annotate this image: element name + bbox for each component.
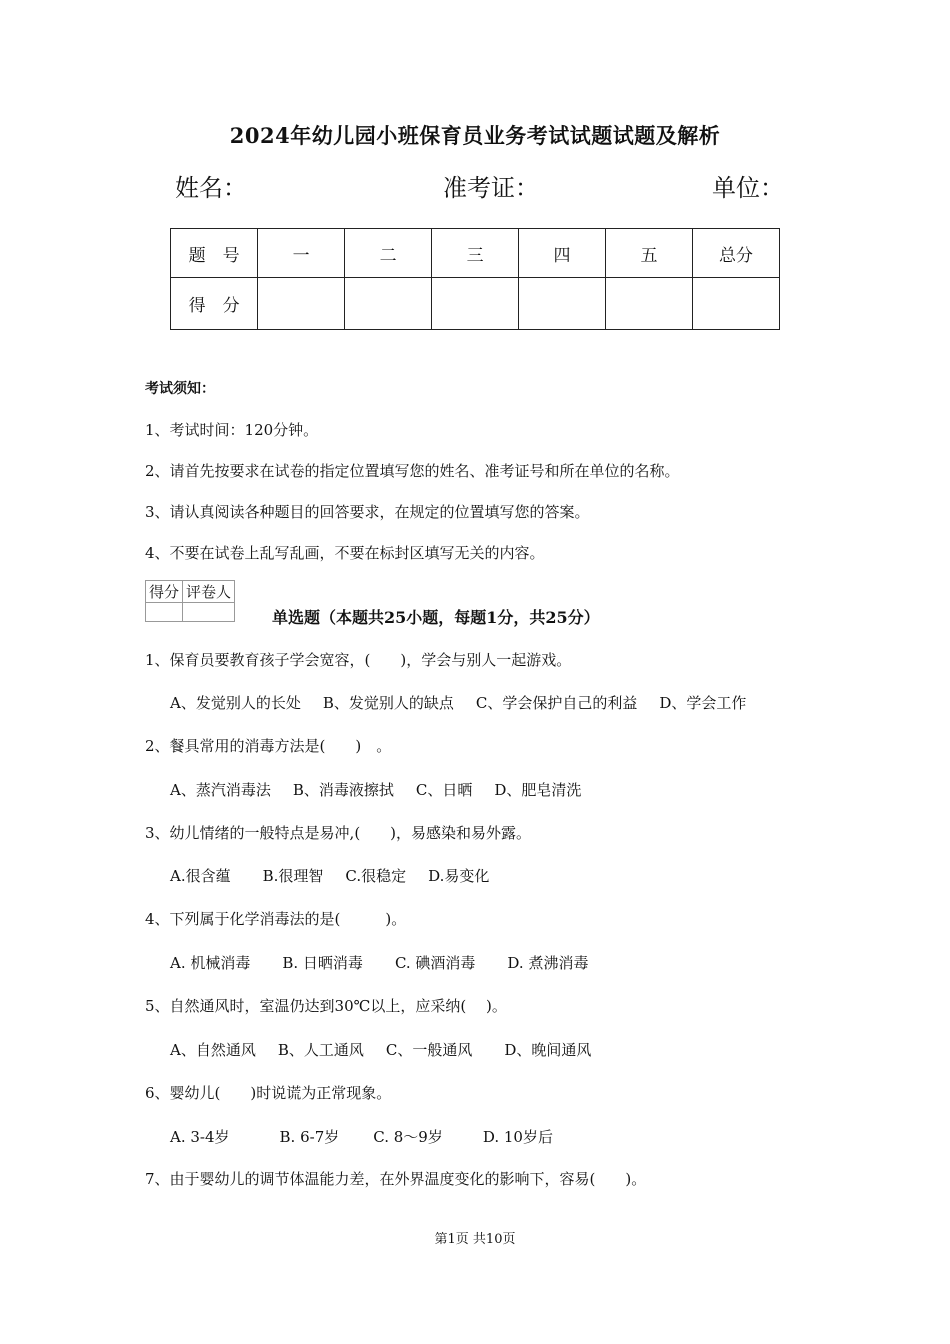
score-header-cell: 一 bbox=[258, 229, 345, 278]
option[interactable]: C、日晒 bbox=[415, 781, 473, 799]
score-table-header-row bbox=[171, 229, 780, 278]
score-header-cell: 题 号 bbox=[171, 229, 258, 278]
option[interactable]: B、发觉别人的缺点 bbox=[322, 694, 454, 712]
score-cell[interactable] bbox=[345, 278, 432, 330]
option[interactable]: A. 机械消毒 bbox=[170, 954, 251, 972]
option[interactable]: C. 碘酒消毒 bbox=[394, 954, 476, 972]
question-options bbox=[170, 952, 588, 973]
notice-item: 1、考试时间：120分钟。 bbox=[145, 421, 319, 439]
option[interactable]: D、学会工作 bbox=[659, 694, 747, 712]
notice-title: 考试须知： bbox=[145, 381, 215, 397]
question-options bbox=[170, 779, 581, 800]
question-text: 5、自然通风时，室温仍达到30℃以上，应采纳( )。 bbox=[145, 997, 507, 1015]
score-header-cell: 二 bbox=[345, 229, 432, 278]
grader-box bbox=[145, 580, 235, 622]
option[interactable]: B、人工通风 bbox=[277, 1041, 364, 1059]
question-text: 2、餐具常用的消毒方法是( ) 。 bbox=[145, 737, 392, 755]
page-footer: 第1页 共10页 bbox=[434, 1232, 516, 1247]
option[interactable]: C. 8～9岁 bbox=[373, 1128, 443, 1146]
score-table bbox=[170, 228, 780, 330]
option[interactable]: B、消毒液擦拭 bbox=[292, 781, 394, 799]
option[interactable]: C.很稳定 bbox=[345, 867, 407, 885]
option[interactable]: B. 6-7岁 bbox=[279, 1128, 340, 1146]
option[interactable]: D. 煮沸消毒 bbox=[507, 954, 589, 972]
question-text: 6、婴幼儿( )时说谎为正常现象。 bbox=[145, 1084, 392, 1102]
question-text: 1、保育员要教育孩子学会宽容，( )，学会与别人一起游戏。 bbox=[145, 651, 572, 669]
question-text: 3、幼儿情绪的一般特点是易冲,( )，易感染和易外露。 bbox=[145, 824, 532, 842]
option[interactable]: A、自然通风 bbox=[170, 1041, 256, 1059]
score-header-cell: 总分 bbox=[692, 229, 779, 278]
question-text: 7、由于婴幼儿的调节体温能力差，在外界温度变化的影响下，容易( )。 bbox=[145, 1170, 647, 1188]
question-text: 4、下列属于化学消毒法的是( )。 bbox=[145, 910, 407, 928]
score-header-cell: 四 bbox=[519, 229, 606, 278]
notice-item: 4、不要在试卷上乱写乱画，不要在标封区填写无关的内容。 bbox=[145, 544, 545, 562]
option[interactable]: B.很理智 bbox=[262, 867, 324, 885]
option[interactable]: D、肥皂清洗 bbox=[494, 781, 582, 799]
score-header-cell: 五 bbox=[606, 229, 693, 278]
option[interactable]: D. 10岁后 bbox=[482, 1128, 553, 1146]
option[interactable]: A、发觉别人的长处 bbox=[170, 694, 301, 712]
score-cell[interactable] bbox=[606, 278, 693, 330]
grader-score-cell[interactable] bbox=[146, 603, 183, 622]
score-table-score-row bbox=[171, 278, 780, 330]
name-field-label: 姓名： bbox=[175, 174, 247, 202]
question-options bbox=[170, 865, 489, 886]
score-header-cell: 三 bbox=[432, 229, 519, 278]
option[interactable]: B. 日晒消毒 bbox=[282, 954, 363, 972]
page-title: 2024年幼儿园小班保育员业务考试试题试题及解析 bbox=[229, 123, 721, 148]
score-cell[interactable] bbox=[519, 278, 606, 330]
option[interactable]: A.很含蕴 bbox=[170, 867, 231, 885]
question-options bbox=[170, 1126, 553, 1147]
option[interactable]: A. 3-4岁 bbox=[170, 1128, 230, 1146]
score-cell[interactable] bbox=[432, 278, 519, 330]
question-options bbox=[170, 1039, 591, 1060]
unit-field-label: 单位： bbox=[712, 174, 784, 202]
grader-reviewer-label: 评卷人 bbox=[183, 581, 235, 603]
grader-score-label: 得分 bbox=[146, 581, 183, 603]
option[interactable]: D.易变化 bbox=[428, 867, 490, 885]
option[interactable]: C、一般通风 bbox=[385, 1041, 473, 1059]
exam-id-field-label: 准考证： bbox=[443, 174, 539, 202]
notice-item: 3、请认真阅读各种题目的回答要求，在规定的位置填写您的答案。 bbox=[145, 503, 590, 521]
question-options bbox=[170, 692, 746, 713]
score-cell[interactable] bbox=[692, 278, 779, 330]
score-cell[interactable] bbox=[258, 278, 345, 330]
option[interactable]: A、蒸汽消毒法 bbox=[170, 781, 271, 799]
score-row-label: 得 分 bbox=[171, 278, 258, 330]
notice-item: 2、请首先按要求在试卷的指定位置填写您的姓名、准考证号和所在单位的名称。 bbox=[145, 462, 680, 480]
option[interactable]: D、晚间通风 bbox=[504, 1041, 592, 1059]
option[interactable]: C、学会保护自己的利益 bbox=[475, 694, 638, 712]
grader-reviewer-cell[interactable] bbox=[183, 603, 235, 622]
section-title: 单选题（本题共25小题，每题1分，共25分） bbox=[272, 608, 600, 627]
